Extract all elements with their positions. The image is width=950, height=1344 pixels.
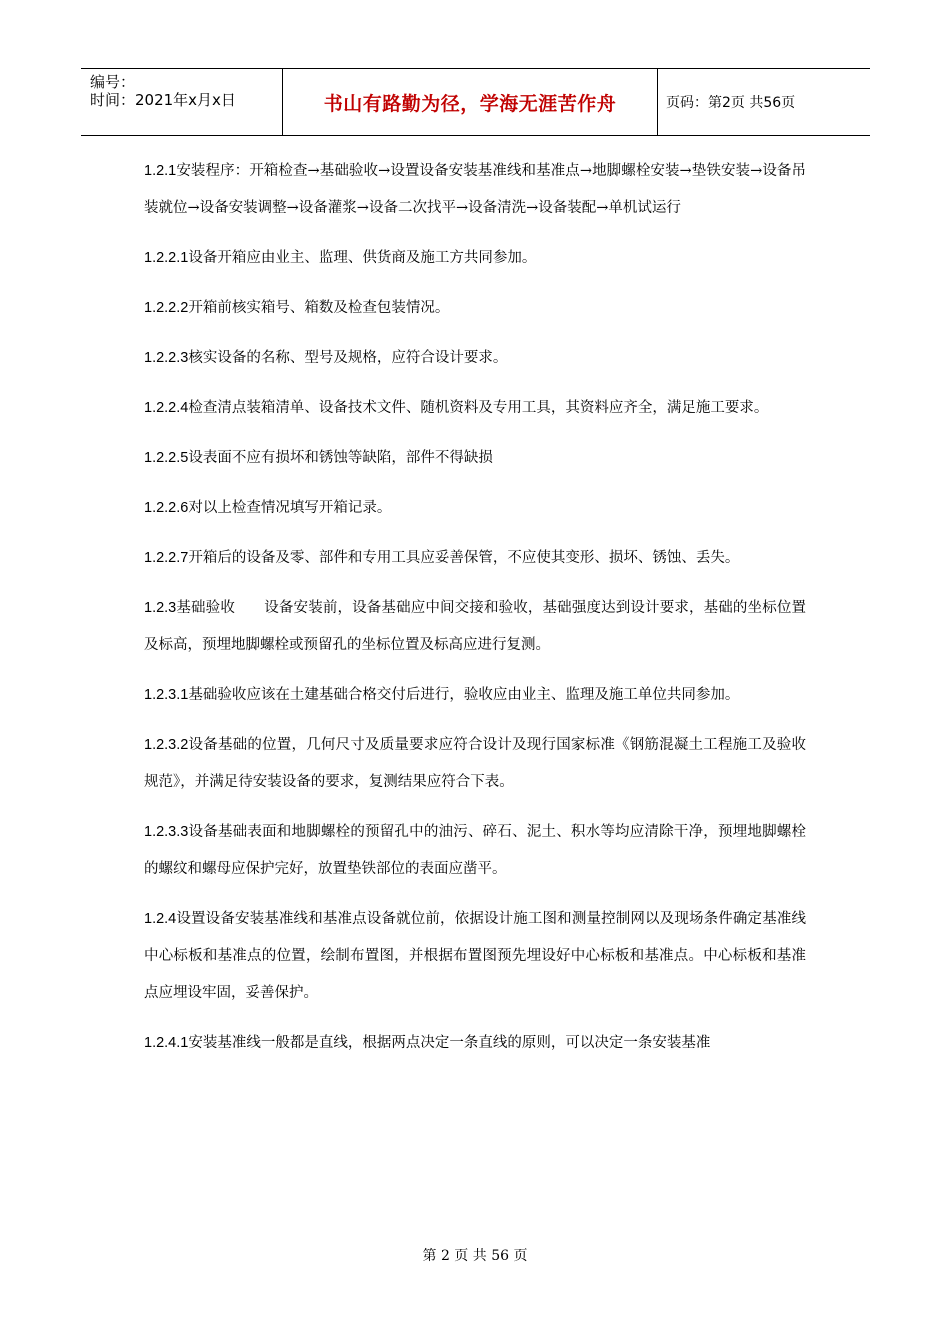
section-number: 1.2.4.1: [144, 1035, 189, 1051]
section-number: 1.2.2.1: [144, 250, 189, 266]
header-page-info: 页码：第2页 共56页: [666, 95, 796, 111]
paragraph-text: 基础验收 设备安装前，设备基础应中间交接和验收，基础强度达到设计要求，基础的坐标位置及标高，预埋地脚螺栓或预留孔的坐标位置及标高应进行复测。: [144, 600, 806, 653]
paragraph-text: 开箱前核实箱号、箱数及检查包装情况。: [188, 300, 450, 316]
page-header: [81, 68, 870, 136]
section-number: 1.2.4: [144, 911, 177, 927]
section-number: 1.2.3: [144, 600, 177, 616]
header-motto: 书山有路勤为径，学海无涯苦作舟: [283, 69, 658, 135]
paragraph-1-2-2-6: [144, 490, 806, 527]
paragraph-text: 安装程序：开箱检查→基础验收→设置设备安装基准线和基准点→地脚螺栓安装→垫铁安装→设备吊装就位→设备安装调整→设备灌浆→设备二次找平→设备清洗→设备装配→单机试运行: [144, 163, 806, 216]
paragraph-text: 设备开箱应由业主、监理、供货商及施工方共同参加。: [188, 250, 537, 266]
paragraph-text: 检查清点装箱清单、设备技术文件、随机资料及专用工具，其资料应齐全，满足施工要求。: [188, 400, 769, 416]
section-number: 1.2.2.2: [144, 300, 189, 316]
section-number: 1.2.3.1: [144, 687, 189, 703]
section-number: 1.2.2.7: [144, 550, 189, 566]
paragraph-1-2-3-2: [144, 727, 806, 801]
document-date: 时间：2021年x月x日: [90, 91, 236, 109]
paragraph-1-2-2-1: [144, 240, 806, 277]
paragraph-1-2-3: [144, 590, 806, 664]
section-number: 1.2.2.4: [144, 400, 189, 416]
document-body: [144, 153, 806, 1062]
paragraph-text: 安装基准线一般都是直线，根据两点决定一条直线的原则，可以决定一条安装基准: [188, 1035, 711, 1051]
paragraph-1-2-2-2: [144, 290, 806, 327]
page-footer: 第 2 页 共 56 页: [422, 1248, 528, 1264]
paragraph-1-2-4-1: [144, 1025, 806, 1062]
paragraph-text: 核实设备的名称、型号及规格，应符合设计要求。: [188, 350, 508, 366]
paragraph-1-2-1: [144, 153, 806, 227]
paragraph-text: 开箱后的设备及零、部件和专用工具应妥善保管，不应使其变形、损坏、锈蚀、丢失。: [188, 550, 740, 566]
paragraph-1-2-2-7: [144, 540, 806, 577]
paragraph-1-2-3-3: [144, 814, 806, 888]
paragraph-1-2-2-4: [144, 390, 806, 427]
paragraph-text: 基础验收应该在土建基础合格交付后进行，验收应由业主、监理及施工单位共同参加。: [188, 687, 740, 703]
paragraph-text: 设表面不应有损坏和锈蚀等缺陷，部件不得缺损: [188, 450, 493, 466]
paragraph-text: 设备基础的位置，几何尺寸及质量要求应符合设计及现行国家标准《钢筋混凝土工程施工及验收规范》，并满足待安装设备的要求，复测结果应符合下表。: [144, 737, 806, 790]
section-number: 1.2.3.3: [144, 824, 189, 840]
paragraph-1-2-2-3: [144, 340, 806, 377]
paragraph-text: 设置设备安装基准线和基准点设备就位前，依据设计施工图和测量控制网以及现场条件确定基准线中心标板和基准点的位置，绘制布置图，并根据布置图预先埋设好中心标板和基准点。中心标板和基准点应埋设牢固，妥善保护。: [144, 911, 806, 1001]
paragraph-1-2-4: [144, 901, 806, 1012]
section-number: 1.2.2.3: [144, 350, 189, 366]
header-meta: [81, 69, 283, 135]
paragraph-text: 对以上检查情况填写开箱记录。: [188, 500, 392, 516]
document-number-label: 编号：: [90, 73, 136, 91]
paragraph-text: 设备基础表面和地脚螺栓的预留孔中的油污、碎石、泥土、积水等均应清除干净，预埋地脚螺栓的螺纹和螺母应保护完好，放置垫铁部位的表面应凿平。: [144, 824, 806, 877]
section-number: 1.2.2.5: [144, 450, 189, 466]
section-number: 1.2.2.6: [144, 500, 189, 516]
section-number: 1.2.3.2: [144, 737, 189, 753]
section-number: 1.2.1: [144, 163, 177, 179]
paragraph-1-2-3-1: [144, 677, 806, 714]
paragraph-1-2-2-5: [144, 440, 806, 477]
